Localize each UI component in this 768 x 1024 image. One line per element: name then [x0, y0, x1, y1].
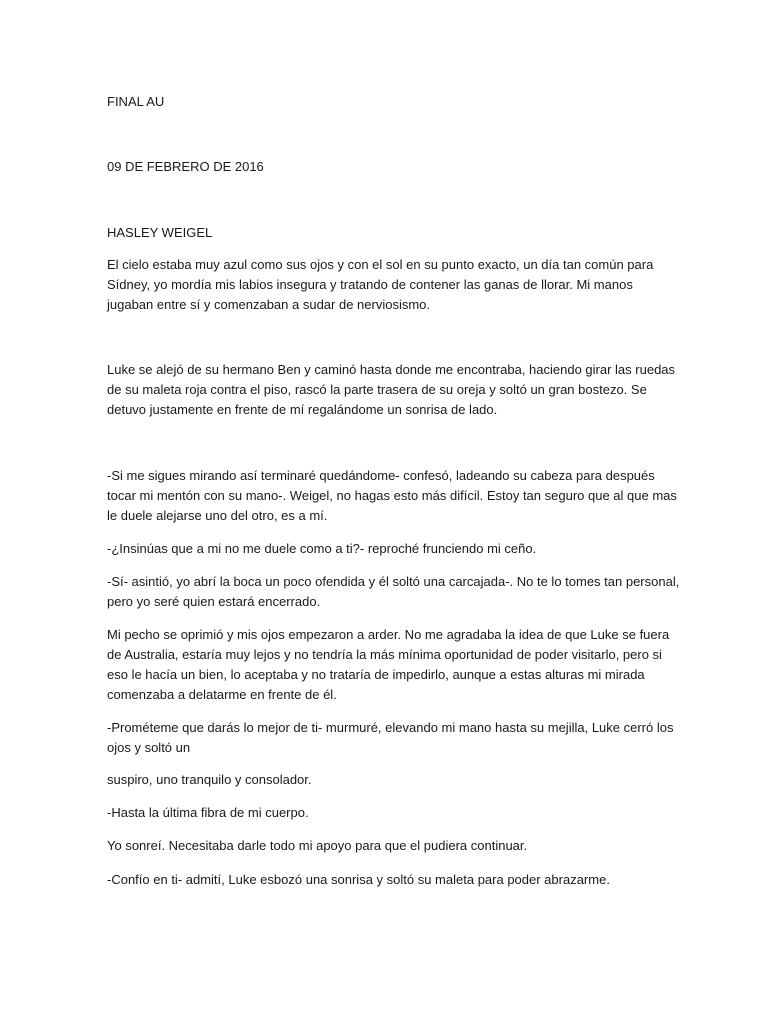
paragraph [107, 836, 667, 856]
paragraph-line: -Hasta la última fibra de mi cuerpo. [107, 805, 309, 820]
paragraph-line: -Sí- asintió, yo abrí la boca un poco ofendida y él soltó una carcajada-. No te lo tomes tan personal, [107, 574, 680, 589]
paragraph [107, 539, 667, 559]
paragraph-line: pero yo seré quien estará encerrado. [107, 594, 321, 609]
paragraph [107, 625, 670, 705]
paragraph [107, 870, 667, 890]
paragraph [107, 718, 674, 758]
paragraph-line: ojos y soltó un [107, 740, 191, 755]
paragraph-line: detuvo justamente en frente de mí regalándome un sonrisa de lado. [107, 402, 498, 417]
paragraph-line: Luke se alejó de su hermano Ben y caminó hasta donde me encontraba, haciendo girar las ruedas [107, 362, 676, 377]
paragraph-line: -Prométeme que darás lo mejor de ti- murmuré, elevando mi mano hasta su mejilla, Luke cerró los [107, 720, 674, 735]
paragraph [107, 572, 680, 612]
paragraph-line: tocar mi mentón con su mano-. Weigel, no hagas esto más difícil. Estoy tan seguro que al que mas [107, 488, 677, 503]
paragraph-line: -Confío en ti- admití, Luke esbozó una sonrisa y soltó su maleta para poder abrazarme. [107, 872, 610, 887]
paragraph [107, 255, 667, 315]
paragraph [107, 466, 677, 526]
paragraph-line: Sídney, yo mordía mis labios insegura y tratando de contener las ganas de llorar. Mi manos [107, 277, 633, 292]
paragraph-line: -¿Insinúas que a mi no me duele como a ti?- reproché frunciendo mi ceño. [107, 541, 537, 556]
paragraph [107, 770, 667, 790]
paragraph-line: de su maleta roja contra el piso, rascó la parte trasera de su oreja y soltó un gran bostezo. Se [107, 382, 647, 397]
paragraph [107, 803, 667, 823]
paragraph-line: le duele alejarse uno del otro, es a mí. [107, 508, 328, 523]
paragraph-line: Yo sonreí. Necesitaba darle todo mi apoyo para que el pudiera continuar. [107, 838, 528, 853]
author-name: HASLEY WEIGEL [107, 225, 213, 240]
document-date: 09 DE FEBRERO DE 2016 [107, 159, 264, 174]
document-title: FINAL AU [107, 94, 165, 109]
paragraph-line: de Australia, estaría muy lejos y no tendría la más mínima oportunidad de poder visitarlo, pero si [107, 647, 662, 662]
paragraph-line: eso le hacía un bien, lo aceptaba y no trataría de impedirlo, aunque a estas alturas mi mirada [107, 667, 645, 682]
paragraph-line: suspiro, uno tranquilo y consolador. [107, 772, 312, 787]
paragraph-line: comenzaba a delatarme en frente de él. [107, 687, 337, 702]
paragraph [107, 360, 676, 420]
paragraph-line: El cielo estaba muy azul como sus ojos y con el sol en su punto exacto, un día tan común para [107, 257, 654, 272]
paragraph-line: Mi pecho se oprimió y mis ojos empezaron a arder. No me agradaba la idea de que Luke se fuera [107, 627, 670, 642]
paragraph-line: jugaban entre sí y comenzaban a sudar de nerviosismo. [107, 297, 431, 312]
paragraph-line: -Si me sigues mirando así terminaré quedándome- confesó, ladeando su cabeza para después [107, 468, 655, 483]
